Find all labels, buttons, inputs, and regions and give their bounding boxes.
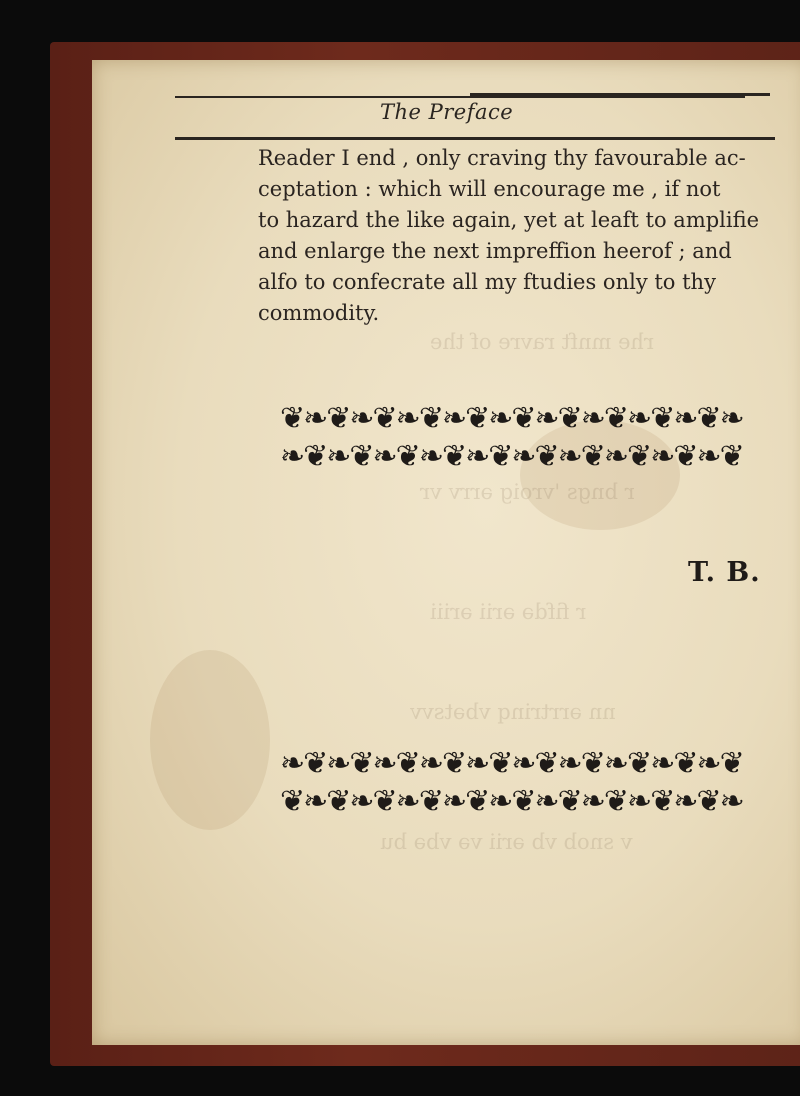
text-line: alfo to confecrate all my ftudies only to thy [258, 270, 716, 294]
ornament-glyph-row: ❦❧❦❧❦❧❦❧❦❧❦❧❦❧❦❧❦❧❦❧ [280, 784, 743, 819]
ornament-glyph-row: ❦❧❦❧❦❧❦❧❦❧❦❧❦❧❦❧❦❧❦❧ [280, 401, 743, 436]
ornament-glyph-row: ❧❦❧❦❧❦❧❦❧❦❧❦❧❦❧❦❧❦❧❦ [280, 439, 743, 474]
show-through-text: v snob vb ərii və vbə bu [380, 830, 633, 854]
text-line: and enlarge the next impreffion heerof ; and [258, 239, 732, 263]
printer-ornament-band [280, 400, 765, 478]
show-through-text: r fifdə ərii əriii [430, 600, 587, 624]
signature-initials: T. B. [688, 557, 761, 588]
top-rule [175, 96, 745, 98]
running-head: The Preface [380, 100, 514, 124]
show-through-text: nn ərrtrinq vbətsvv [410, 700, 616, 724]
text-line: commodity. [258, 301, 380, 325]
ornament-glyph-row: ❧❦❧❦❧❦❧❦❧❦❧❦❧❦❧❦❧❦❧❦ [280, 746, 743, 781]
show-through-text: r bngs 'vroig ərrv vr [420, 480, 635, 504]
preface-text [258, 143, 778, 329]
text-line: ceptation : which will encourage me , if not [258, 177, 721, 201]
paper-stain [150, 650, 270, 830]
text-line: to hazard the like again, yet at leaft to amplifie [258, 208, 760, 232]
text-line: Reader I end , only craving thy favourable ac- [258, 146, 746, 170]
head-rule [175, 137, 775, 140]
show-through-text: rhe mnft ravre of the [430, 330, 655, 354]
printer-ornament-band [280, 745, 765, 823]
